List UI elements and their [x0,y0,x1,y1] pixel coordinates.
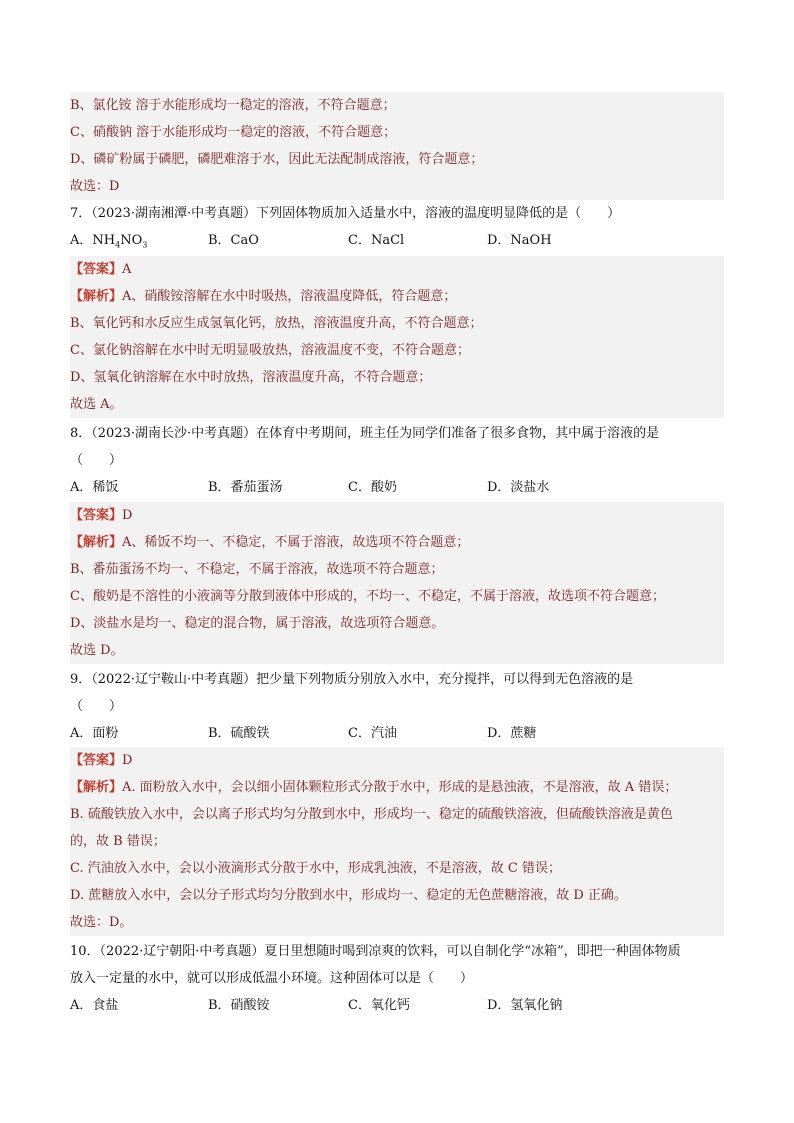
option-b: B．硝酸铵 [208,998,270,1013]
analysis-line: C、酸奶是不溶性的小液滴等分散到液体中形成的，不均一、不稳定，不属于溶液，故选项不符合题意； [70,583,724,610]
question-8-stem-cont: （ ） [70,453,123,468]
option-c: C．氧化钙 [348,998,410,1013]
analysis-line: B、氯化铵 溶于水能形成均一稳定的溶液，不符合题意； [70,92,724,119]
question-9-stem-cont: （ ） [70,699,123,714]
analysis-line: D、磷矿粉属于磷肥，磷肥难溶于水，因此无法配制成溶液，符合题意； [70,146,724,173]
analysis-line: D、氢氧化钠溶解在水中时放热，溶液温度升高，不符合题意； [70,364,724,391]
analysis-line: D、淡盐水是均一、稳定的混合物，属于溶液，故选项符合题意。 [70,610,724,637]
option-a: A．稀饭 [70,480,119,495]
choice-line: 故选：D。 [70,909,724,936]
analysis-line: B、氧化钙和水反应生成氢氧化钙，放热，溶液温度升高，不符合题意； [70,310,724,337]
question-10-options [70,992,724,1019]
option-c: C．酸奶 [348,480,397,495]
answer-tag: 【答案】 [70,753,123,768]
option-b: B．硫酸铁 [208,726,270,741]
option-d: D．蔗糖 [487,726,537,741]
analysis-line: B、番茄蛋汤不均一、不稳定，不属于溶液，故选项不符合题意； [70,556,724,583]
analysis-line: 【解析】A、稀饭不均一、不稳定，不属于溶液，故选项不符合题意； [70,529,724,556]
analysis-line: 【解析】A. 面粉放入水中，会以细小固体颗粒形式分散于水中，形成的是悬浊液，不是溶液，故 A 错误； [70,774,724,801]
option-d: D．NaOH [487,233,552,248]
option-b: B．番茄蛋汤 [208,480,283,495]
analysis-tag: 【解析】 [70,780,123,795]
question-7-options [70,227,724,254]
answer-line [70,747,724,774]
analysis-line: C、硝酸钠 溶于水能形成均一稳定的溶液，不符合题意； [70,119,724,146]
analysis-line: C、氯化钠溶解在水中时无明显吸放热，溶液温度不变，不符合题意； [70,337,724,364]
option-a: A．面粉 [70,726,119,741]
choice-line: 故选 D。 [70,637,724,664]
answer-value: A [122,262,132,277]
option-a: A．$NH_4NO_3$ [70,233,148,250]
question-9-options [70,720,724,747]
analysis-line: C. 汽油放入水中，会以小液滴形式分散于水中，形成乳浊液，不是溶液，故 C 错误； [70,855,724,882]
analysis-line: 的，故 B 错误； [70,828,724,855]
analysis-tag: 【解析】 [70,535,123,550]
option-d: D．淡盐水 [487,480,550,495]
analysis-line: D. 蔗糖放入水中，会以分子形式均匀分散到水中，形成均一、稳定的无色蔗糖溶液，故 D 正确。 [70,882,724,909]
option-a: A．食盐 [70,998,119,1013]
analysis-line: 【解析】A、硝酸铵溶解在水中时吸热，溶液温度降低，符合题意； [70,283,724,310]
option-b: B．CaO [208,233,259,248]
option-d: D．氢氧化钠 [487,998,563,1013]
answer-value: D [122,508,133,523]
question-8-stem: 8．（2023·湖南长沙·中考真题）在体育中考期间，班主任为同学们准备了很多食物，其中属于溶液的是 [70,426,660,441]
question-10-stem-cont: 放入一定量的水中，就可以形成低温小环境。这种固体可以是（ ） [70,971,474,986]
option-c: C．NaCl [348,233,405,248]
answer-tag: 【答案】 [70,262,123,277]
analysis-line: B. 硫酸铁放入水中，会以离子形式均匀分散到水中，形成均一、稳定的硫酸铁溶液，但硫酸铁溶液是黄色 [70,801,724,828]
answer-line [70,502,724,529]
analysis-tag: 【解析】 [70,289,123,304]
option-c: C．汽油 [348,726,397,741]
answer-tag: 【答案】 [70,508,123,523]
question-7-stem: 7．（2023·湖南湘潭·中考真题）下列固体物质加入适量水中，溶液的温度明显降低的是（ ） [70,206,621,221]
question-9-stem: 9．（2022·辽宁鞍山·中考真题）把少量下列物质分别放入水中，充分搅拌，可以得到无色溶液的是 [70,672,634,687]
choice-line: 故选：D [70,173,724,200]
question-8-options [70,474,724,501]
question-10-stem: 10．（2022·辽宁朝阳·中考真题）夏日里想随时喝到凉爽的饮料，可以自制化学“冰箱”，即把一种固体物质 [70,944,681,959]
answer-line [70,256,724,283]
choice-line: 故选 A。 [70,391,724,418]
answer-value: D [122,753,133,768]
